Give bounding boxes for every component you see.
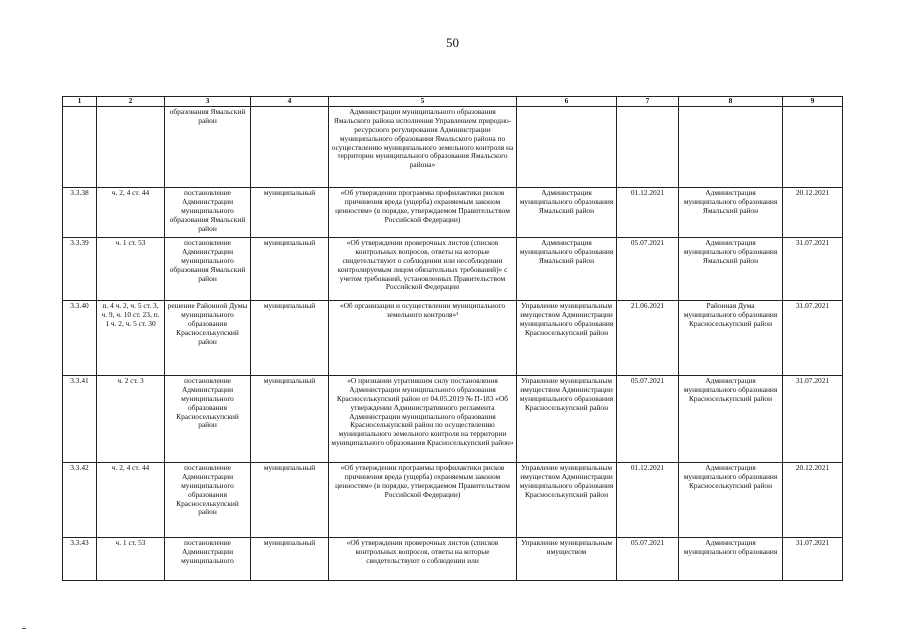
cell-number <box>63 107 97 188</box>
column-header: 6 <box>517 97 617 107</box>
cell-developer: Управление муниципальным имуществом Администрации муниципального образования Красноселькупский район <box>517 376 617 463</box>
column-header: 7 <box>617 97 679 107</box>
cell-adopter <box>679 107 783 188</box>
cell-draft-date: 01.12.2021 <box>617 463 679 538</box>
cell-draft-date <box>617 107 679 188</box>
cell-developer: Управление муниципальным имуществом Администрации муниципального образования Красноселькупский район <box>517 463 617 538</box>
cell-draft-date: 05.07.2021 <box>617 538 679 581</box>
cell-number: 3.3.43 <box>63 538 97 581</box>
page-edge-mark <box>22 628 26 629</box>
cell-draft-date: 05.07.2021 <box>617 238 679 301</box>
column-header: 5 <box>329 97 517 107</box>
cell-act-type: образования Ямальский район <box>165 107 251 188</box>
cell-act-title: «О признании утратившим силу постановления Администрации муниципального образования Красноселькупский район от 04.05.2019 № П-183 «Об утверждении Административного регламента Администрации муниципального образования Красноселькупский район по осуществлению муниципального земельного контроля на территории муниципального образования Красноселькупский район» <box>329 376 517 463</box>
cell-article <box>97 107 165 188</box>
table-row <box>63 188 843 238</box>
cell-adopt-date: 31.07.2021 <box>783 376 843 463</box>
cell-act-type: постановление Администрации муниципального <box>165 538 251 581</box>
cell-adopter: Районная Дума муниципального образования Красноселькупский район <box>679 301 783 376</box>
table-row <box>63 238 843 301</box>
cell-act-type: постановление Администрации муниципального образования Красноселькупский район <box>165 376 251 463</box>
cell-number: 3.3.41 <box>63 376 97 463</box>
cell-act-type: постановление Администрации муниципального образования Ямальский район <box>165 238 251 301</box>
cell-adopt-date: 31.07.2021 <box>783 301 843 376</box>
cell-developer: Управление муниципальным имуществом Администрации муниципального образования Красноселькупский район <box>517 301 617 376</box>
cell-level: муниципальный <box>251 463 329 538</box>
cell-number: 3.3.42 <box>63 463 97 538</box>
cell-adopter: Администрация муниципального образования Красноселькупский район <box>679 376 783 463</box>
cell-draft-date: 05.07.2021 <box>617 376 679 463</box>
cell-level: муниципальный <box>251 238 329 301</box>
cell-level: муниципальный <box>251 301 329 376</box>
table-row <box>63 538 843 581</box>
table-row <box>63 463 843 538</box>
column-header: 2 <box>97 97 165 107</box>
cell-adopter: Администрация муниципального образования Ямальский район <box>679 188 783 238</box>
cell-article: ч. 2, 4 ст. 44 <box>97 463 165 538</box>
page-number: 50 <box>446 35 459 50</box>
table-row <box>63 301 843 376</box>
cell-level <box>251 107 329 188</box>
cell-level: муниципальный <box>251 188 329 238</box>
column-header: 4 <box>251 97 329 107</box>
cell-draft-date: 01.12.2021 <box>617 188 679 238</box>
column-header: 9 <box>783 97 843 107</box>
cell-act-type: постановление Администрации муниципального образования Красноселькупский район <box>165 463 251 538</box>
cell-adopt-date: 31.07.2021 <box>783 238 843 301</box>
cell-article: ч. 1 ст. 53 <box>97 238 165 301</box>
column-header: 1 <box>63 97 97 107</box>
cell-draft-date: 21.06.2021 <box>617 301 679 376</box>
cell-article: ч. 1 ст. 53 <box>97 538 165 581</box>
header-row <box>63 97 843 107</box>
cell-act-type: постановление Администрации муниципального образования Ямальский район <box>165 188 251 238</box>
cell-number: 3.3.39 <box>63 238 97 301</box>
cell-level: муниципальный <box>251 376 329 463</box>
cell-act-title: «Об утверждении проверочных листов (списков контрольных вопросов, ответы на которые свидетельствуют о соблюдении или <box>329 538 517 581</box>
cell-developer <box>517 107 617 188</box>
cell-developer: Администрация муниципального образования Ямальский район <box>517 188 617 238</box>
cell-act-title: «Об организации и осуществлении муниципального земельного контроля»¹ <box>329 301 517 376</box>
table-row <box>63 376 843 463</box>
cell-developer: Управление муниципальным имуществом <box>517 538 617 581</box>
regulation-table <box>62 96 843 581</box>
cell-developer: Администрация муниципального образования Ямальский район <box>517 238 617 301</box>
cell-act-title: «Об утверждении программы профилактики рисков причинения вреда (ущерба) охраняемым законом ценностям» (в порядке, утверждаемом Правительством Российской Федерации) <box>329 463 517 538</box>
cell-adopt-date: 20.12.2021 <box>783 188 843 238</box>
cell-article: п. 4 ч. 2, ч. 5 ст. 3, ч. 9, ч. 10 ст. 23, п. 1 ч. 2, ч. 5 ст. 30 <box>97 301 165 376</box>
cell-level: муниципальный <box>251 538 329 581</box>
column-header: 8 <box>679 97 783 107</box>
cell-adopter: Администрация муниципального образования <box>679 538 783 581</box>
cell-article: ч. 2 ст. 3 <box>97 376 165 463</box>
cell-number: 3.3.38 <box>63 188 97 238</box>
cell-number: 3.3.40 <box>63 301 97 376</box>
cell-adopt-date: 20.12.2021 <box>783 463 843 538</box>
cell-act-title: «Об утверждении проверочных листов (списков контрольных вопросов, ответы на которые свидетельствуют о соблюдении или несоблюдении контролируемым лицом обязательных требований)» с учетом требований, установленных Правительством Российской Федерации <box>329 238 517 301</box>
cell-act-title: Администрации муниципального образования Ямальского района исполнения Управлением природно-ресурсного регулирования Администрации муниципального образования Ямальского района по осуществлению муниципального земельного контроля на территории муниципального образования Ямальского района» <box>329 107 517 188</box>
cell-adopter: Администрация муниципального образования Ямальский район <box>679 238 783 301</box>
cell-adopt-date: 31.07.2021 <box>783 538 843 581</box>
column-header: 3 <box>165 97 251 107</box>
cell-act-type: решение Районной Думы муниципального образования Красноселькупский район <box>165 301 251 376</box>
cell-adopt-date <box>783 107 843 188</box>
cell-article: ч. 2, 4 ст. 44 <box>97 188 165 238</box>
cell-act-title: «Об утверждении программы профилактики рисков причинения вреда (ущерба) охраняемым законом ценностям» (в порядке, утверждаемом Правительством Российской Федерации) <box>329 188 517 238</box>
cell-adopter: Администрация муниципального образования Красноселькупский район <box>679 463 783 538</box>
table-row <box>63 107 843 188</box>
